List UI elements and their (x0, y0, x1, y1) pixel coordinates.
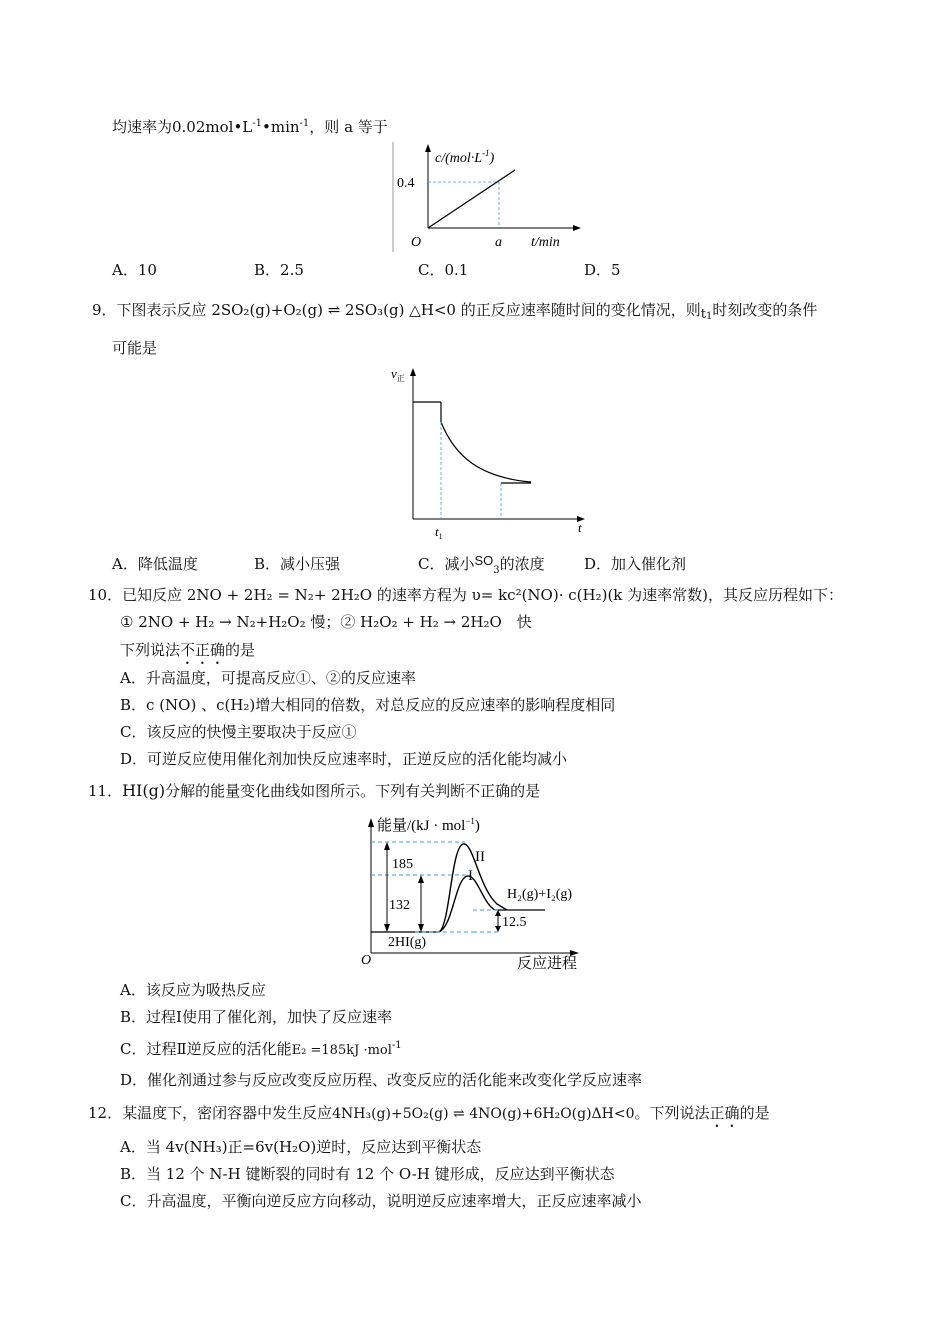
q11-graph-e12-5: 12.5 (502, 915, 527, 930)
q9-graph-xlabel: t (578, 520, 582, 535)
q12-option-a: A．当 4v(NH₃)正=6v(H₂O)逆时，反应达到平衡状态 (120, 1138, 482, 1156)
q10-option-d: D．可逆反应使用催化剂加快反应速率时，正逆反应的活化能均减小 (120, 750, 568, 768)
q10-option-b: B．c (NO) 、c(H₂)增大相同的倍数，对总反应的反应速率的影响程度相同 (120, 696, 616, 714)
q9-graph-ylabel: $v_正$ (391, 366, 405, 383)
q11-graph-reactant: 2HI(g) (388, 935, 427, 950)
q9-stem-line2: 可能是 (112, 339, 158, 357)
q10-steps: ① 2NO + H₂ → N₂+H₂O₂ 慢；② H₂O₂ + H₂ → 2H₂O 快 (120, 613, 532, 631)
q9-stem: 9．下图表示反应 2SO₂(g)+O₂(g) ⇌ 2SO₃(g) △H<0 的正反应速率随时间的变化情况，则$t_1$时刻改变的条件 (92, 301, 818, 322)
q8-graph-ytick: 0.4 (397, 176, 415, 191)
q11-graph-e185: 185 (392, 857, 413, 872)
q8-concentration-graph (385, 140, 585, 260)
q8-option-d: D．5 (584, 261, 621, 279)
q10-option-c: C．该反应的快慢主要取决于反应① (120, 723, 357, 741)
q9-rate-graph (385, 362, 595, 542)
q8-option-c: C．0.1 (418, 261, 469, 279)
q11-stem: 11．HI(g)分解的能量变化曲线如图所示。下列有关判断不正确的是 (88, 781, 541, 800)
q11-graph-curve2: II (475, 849, 485, 865)
q11-option-d: D．催化剂通过参与反应改变反应历程、改变反应的活化能来改变化学反应速率 (120, 1071, 643, 1089)
q11-graph-curve1: I (468, 868, 473, 884)
q11-option-a: A．该反应为吸热反应 (120, 981, 266, 999)
q12-option-b: B．当 12 个 N-H 键断裂的同时有 12 个 O-H 键形成，反应达到平衡状态 (120, 1165, 615, 1183)
q11-graph-origin: O (361, 953, 372, 968)
q9-option-b: B．减小压强 (254, 555, 341, 573)
q10-option-a: A．升高温度，可提高反应①、②的反应速率 (120, 669, 416, 687)
q11-energy-graph (355, 808, 595, 978)
q11-graph-xlabel: 反应进程 (517, 956, 578, 972)
q12-stem: 12．某温度下，密闭容器中发生反应4NH₃(g)+5O₂(g) ⇌ 4NO(g)+6H₂O(g)ΔH<0。下列说法正确的是 (88, 1104, 770, 1122)
q9-option-d: D．加入催化剂 (584, 555, 687, 573)
q9-graph-t1: $t_1$ (435, 524, 443, 541)
q8-intro: 均速率为$0.02mol•L^{-1}•\min^{-1}$，则 a 等于 (112, 118, 388, 136)
q10-stem: 10．已知反应 2NO + 2H₂ = N₂+ 2H₂O 的速率方程为 υ= kc²(NO)· c(H₂)(k 为速率常数)，其反应历程如下： (88, 586, 844, 604)
q8-option-b: B．2.5 (254, 261, 304, 279)
q10-question: 下列说法不正确的是 (120, 641, 256, 659)
q11-graph-product: H₂(g)+I₂(g) (507, 887, 573, 902)
q9-option-c: C．减小$SO_3$的浓度 (418, 553, 545, 576)
q12-option-c: C．升高温度，平衡向逆反应方向移动，说明逆反应速率增大，正反应速率减小 (120, 1192, 642, 1210)
q9-option-a: A．降低温度 (112, 555, 198, 573)
q11-option-c: C．过程Ⅱ逆反应的活化能E₂ =185kJ ·mol$^{-1}$ (120, 1040, 402, 1058)
q8-graph-xtick: a (495, 235, 502, 250)
q8-graph-xlabel: t/min (531, 235, 560, 250)
q8-option-a: A．10 (112, 261, 157, 279)
q11-graph-e132: 132 (389, 898, 410, 913)
q8-graph-origin: O (411, 235, 422, 250)
q11-graph-ylabel: 能量/(kJ · mol$^{-1}$) (377, 816, 480, 834)
q11-option-b: B．过程Ⅰ使用了催化剂，加快了反应速率 (120, 1008, 392, 1026)
q8-graph-ylabel: $c/(mol\cdot L^{-1})$ (435, 148, 495, 166)
